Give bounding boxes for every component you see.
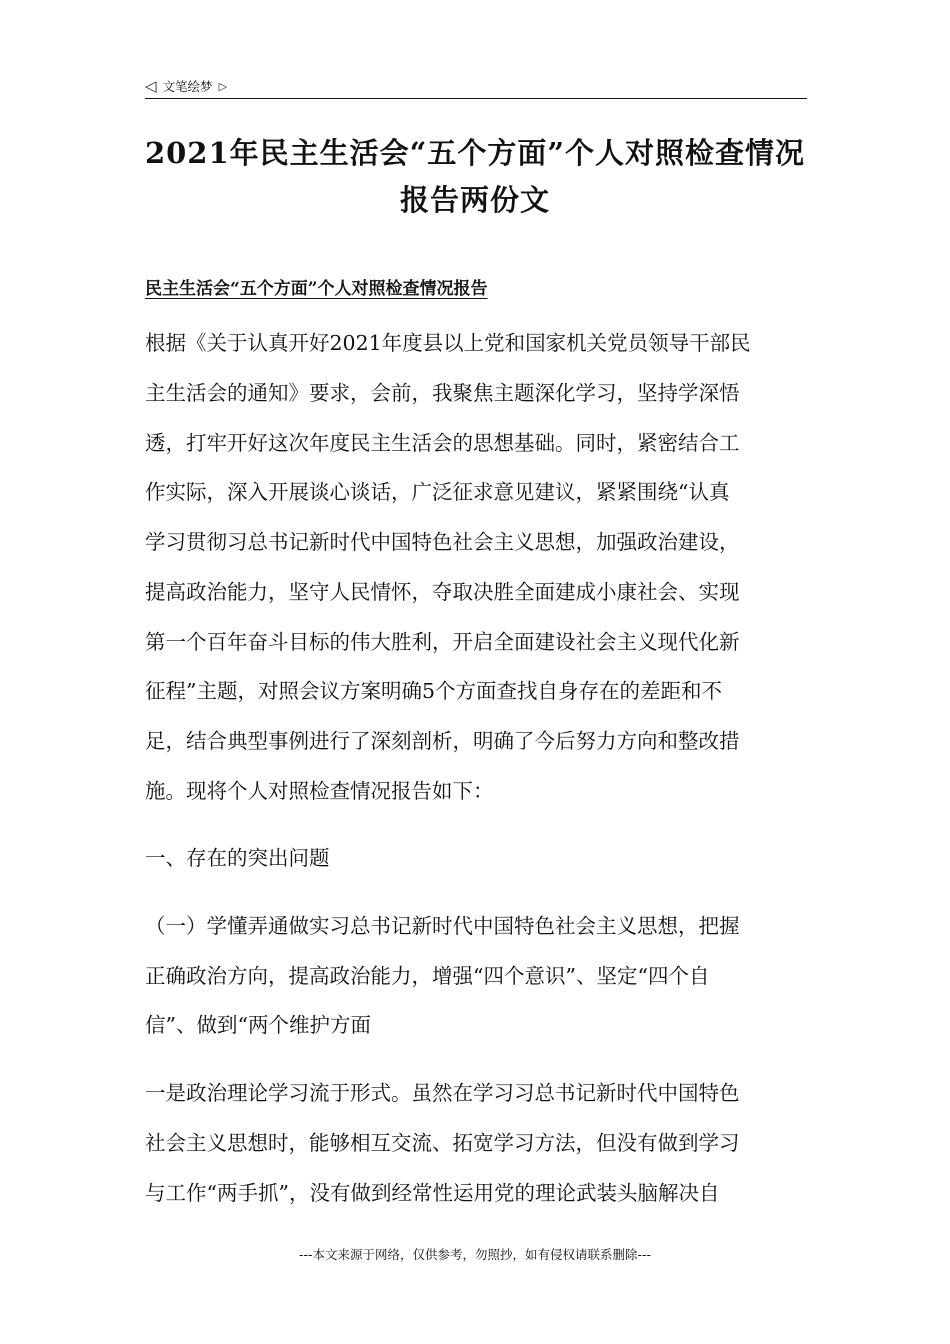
section-heading: 一、存在的突出问题 <box>145 846 330 870</box>
footer-disclaimer: ---本文来源于网络，仅供参考，勿照抄，如有侵权请联系删除--- <box>298 1247 652 1262</box>
body-line: 作实际，深入开展谈心谈话，广泛征求意见建议，紧紧围绕“认真 <box>145 480 730 504</box>
body-line: 与工作“两手抓”，没有做到经常性运用党的理论武装头脑解决自 <box>145 1181 720 1205</box>
body-line: 信”、做到“两个维护方面 <box>145 1013 371 1037</box>
body-line: 学习贯彻习总书记新时代中国特色社会主义思想，加强政治建设， <box>145 530 740 554</box>
body-line: 根据《关于认真开好2021年度县以上党和国家机关党员领导干部民 <box>145 331 751 355</box>
body-line: （一）学懂弄通做实习总书记新时代中国特色社会主义思想，把握 <box>145 914 740 938</box>
body-line: 正确政治方向，提高政治能力，增强“四个意识”、坚定“四个自 <box>145 964 710 988</box>
header-text: 文笔绘梦 <box>162 79 213 94</box>
body-line: 社会主义思想时，能够相互交流、拓宽学习方法，但没有做到学习 <box>145 1131 740 1155</box>
body-line: 透，打牢开好这次年度民主生活会的思想基础。同时，紧密结合工 <box>145 431 740 455</box>
triangle-left-icon: ◁ <box>145 76 157 95</box>
body-line: 征程”主题，对照会议方案明确5个方面查找自身存在的差距和不 <box>145 679 723 703</box>
body-line: 主生活会的通知》要求，会前，我聚焦主题深化学习，坚持学深悟 <box>145 381 740 405</box>
body-line: 足，结合典型事例进行了深刻剖析，明确了今后努力方向和整改措 <box>145 729 740 753</box>
body-line: 第一个百年奋斗目标的伟大胜利，开启全面建设社会主义现代化新 <box>145 630 740 654</box>
document-title-line-2: 报告两份文 <box>399 183 550 217</box>
body-line: 施。现将个人对照检查情况报告如下： <box>145 779 494 803</box>
document-header <box>145 74 807 99</box>
section-subtitle: 民主生活会“五个方面”个人对照检查情况报告 <box>145 279 488 299</box>
body-line: 提高政治能力，坚守人民情怀，夺取决胜全面建成小康社会、实现 <box>145 580 740 604</box>
document-title-line-1: 2021年民主生活会“五个方面”个人对照检查情况 <box>144 136 806 170</box>
body-line: 一是政治理论学习流于形式。虽然在学习习总书记新时代中国特色 <box>145 1081 740 1105</box>
triangle-right-icon: ▷ <box>218 79 228 93</box>
